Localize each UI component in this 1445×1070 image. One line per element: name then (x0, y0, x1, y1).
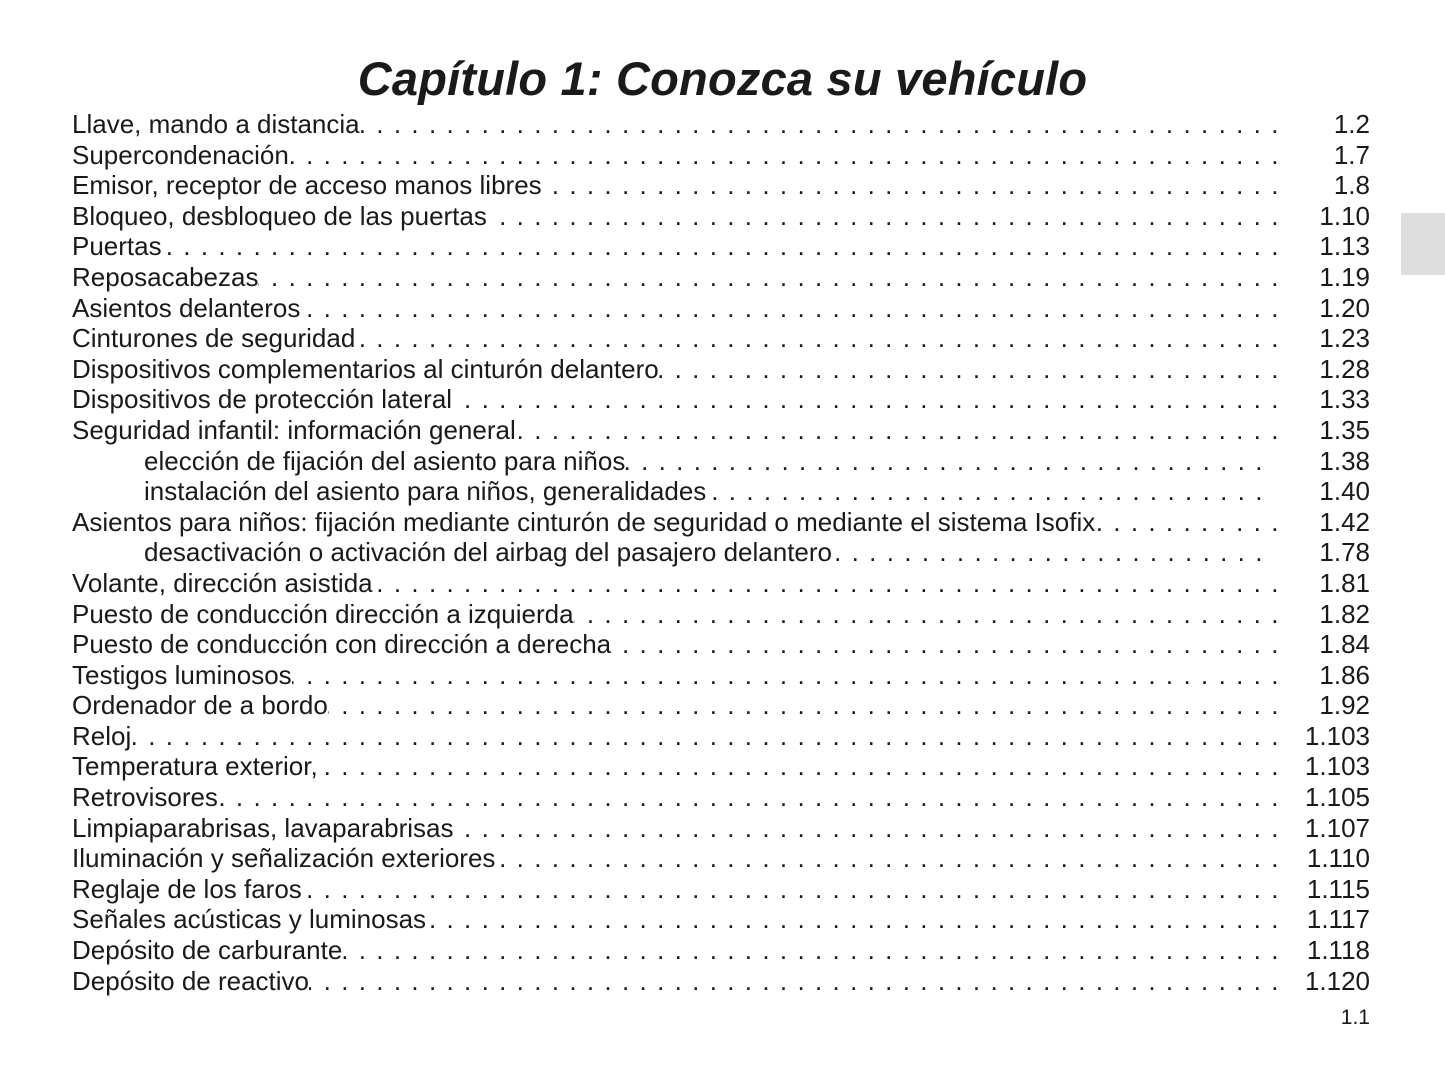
toc-entry-page: 1.82 (1319, 598, 1370, 629)
toc-entry[interactable] (72, 507, 1370, 538)
toc-entry[interactable] (72, 721, 1370, 752)
toc-entry-page: 1.42 (1319, 506, 1370, 537)
toc-entry-label: Bloqueo, desbloqueo de las puertas (72, 200, 487, 231)
toc-entry-page: 1.120 (1304, 965, 1370, 996)
table-of-contents (72, 109, 1370, 996)
toc-entry-page: 1.28 (1319, 353, 1370, 384)
toc-entry-label: Iluminación y señalización exteriores (72, 843, 496, 874)
toc-entry-label: Supercondenación (72, 139, 289, 170)
toc-entry-label: desactivación o activación del airbag del pasajero delantero (144, 537, 832, 568)
toc-entry[interactable] (72, 201, 1370, 232)
toc-entry-label: Testigos luminosos (72, 659, 292, 690)
toc-entry-label: Temperatura exterior, (72, 751, 318, 782)
toc-entry-label: Llave, mando a distancia (72, 109, 360, 139)
toc-entry[interactable] (72, 599, 1370, 630)
toc-entry[interactable] (72, 231, 1370, 262)
toc-entry-page: 1.84 (1319, 629, 1370, 660)
toc-entry-page: 1.117 (1306, 904, 1370, 935)
toc-entry-label: Cinturones de seguridad (72, 323, 356, 354)
toc-entry[interactable] (72, 109, 1370, 140)
toc-entry[interactable] (72, 140, 1370, 171)
toc-entry[interactable] (72, 874, 1370, 905)
toc-entry-label: Seguridad infantil: información general (72, 414, 516, 445)
toc-entry-page: 1.103 (1304, 720, 1370, 751)
toc-entry[interactable] (72, 293, 1370, 324)
toc-entry-page: 1.81 (1319, 567, 1370, 598)
toc-entry-label: Ordenador de a bordo (72, 690, 328, 721)
toc-entry-label: Puesto de conducción con dirección a derecha (72, 629, 612, 660)
toc-entry[interactable] (72, 813, 1370, 844)
toc-entry-page: 1.2 (1333, 109, 1370, 139)
toc-entry[interactable] (72, 262, 1370, 293)
toc-entry[interactable] (72, 660, 1370, 691)
toc-entry-label: Depósito de carburante (72, 935, 343, 966)
toc-entry-label: Dispositivos complementarios al cinturón delantero (72, 353, 659, 384)
toc-entry-page: 1.13 (1319, 231, 1370, 262)
toc-entry[interactable] (72, 904, 1370, 935)
toc-entry-label: Puertas (72, 231, 162, 262)
toc-entry-label: Asientos delanteros (72, 292, 301, 323)
toc-entry[interactable] (72, 751, 1370, 782)
toc-entry-label: Puesto de conducción dirección a izquierda (72, 598, 574, 629)
toc-subentry[interactable] (72, 446, 1370, 477)
toc-entry-page: 1.107 (1304, 812, 1370, 843)
chapter-tab (1401, 213, 1445, 275)
toc-entry-label: Reposacabezas (72, 261, 259, 292)
toc-entry-page: 1.8 (1333, 170, 1370, 201)
toc-entry[interactable] (72, 354, 1370, 385)
toc-entry[interactable] (72, 935, 1370, 966)
toc-entry[interactable] (72, 568, 1370, 599)
toc-entry-page: 1.92 (1319, 690, 1370, 721)
toc-entry-label: Volante, dirección asistida (72, 567, 373, 598)
toc-entry-label: elección de fijación del asiento para niños (144, 445, 626, 476)
toc-entry-page: 1.118 (1306, 935, 1370, 966)
toc-entry[interactable] (72, 323, 1370, 354)
toc-entry-page: 1.33 (1319, 384, 1370, 415)
page-number: 1.1 (1340, 1006, 1370, 1029)
toc-subentry[interactable] (72, 537, 1370, 568)
toc-entry-page: 1.110 (1306, 843, 1370, 874)
toc-entry-page: 1.10 (1319, 200, 1370, 231)
toc-entry-label: instalación del asiento para niños, generalidades (144, 476, 707, 507)
toc-entry-label: Señales acústicas y luminosas (72, 904, 427, 935)
toc-entry[interactable] (72, 843, 1370, 874)
toc-entry-page: 1.23 (1319, 323, 1370, 354)
toc-subentry[interactable] (72, 476, 1370, 507)
toc-entry-page: 1.105 (1304, 782, 1370, 813)
page-title: Capítulo 1: Conozca su vehículo (357, 52, 1088, 106)
toc-entry-page: 1.78 (1319, 537, 1370, 568)
toc-entry-page: 1.103 (1304, 751, 1370, 782)
toc-entry[interactable] (72, 170, 1370, 201)
toc-entry[interactable] (72, 782, 1370, 813)
toc-entry-page: 1.19 (1319, 261, 1370, 292)
toc-entry-label: Limpiaparabrisas, lavaparabrisas (72, 812, 454, 843)
toc-entry-page: 1.20 (1319, 292, 1370, 323)
toc-entry-label: Reglaje de los faros (72, 873, 302, 904)
toc-entry-page: 1.7 (1333, 139, 1370, 170)
toc-entry-page: 1.86 (1319, 659, 1370, 690)
toc-entry-label: Asientos para niños: fijación mediante cinturón de seguridad o mediante el sistema Isofix (72, 506, 1096, 537)
toc-entry[interactable] (72, 629, 1370, 660)
toc-entry-label: Depósito de reactivo (72, 965, 310, 996)
toc-entry-label: Emisor, receptor de acceso manos libres (72, 170, 542, 201)
toc-entry-page: 1.35 (1319, 414, 1370, 445)
toc-entry-label: Dispositivos de protección lateral (72, 384, 453, 415)
toc-entry-page: 1.38 (1319, 445, 1370, 476)
toc-entry[interactable] (72, 384, 1370, 415)
toc-entry-page: 1.115 (1306, 873, 1370, 904)
toc-entry-label: Reloj (72, 720, 132, 751)
toc-entry-page: 1.40 (1319, 476, 1370, 507)
toc-entry-label: Retrovisores (72, 782, 218, 813)
toc-entry[interactable] (72, 690, 1370, 721)
toc-entry[interactable] (72, 966, 1370, 997)
toc-entry[interactable] (72, 415, 1370, 446)
